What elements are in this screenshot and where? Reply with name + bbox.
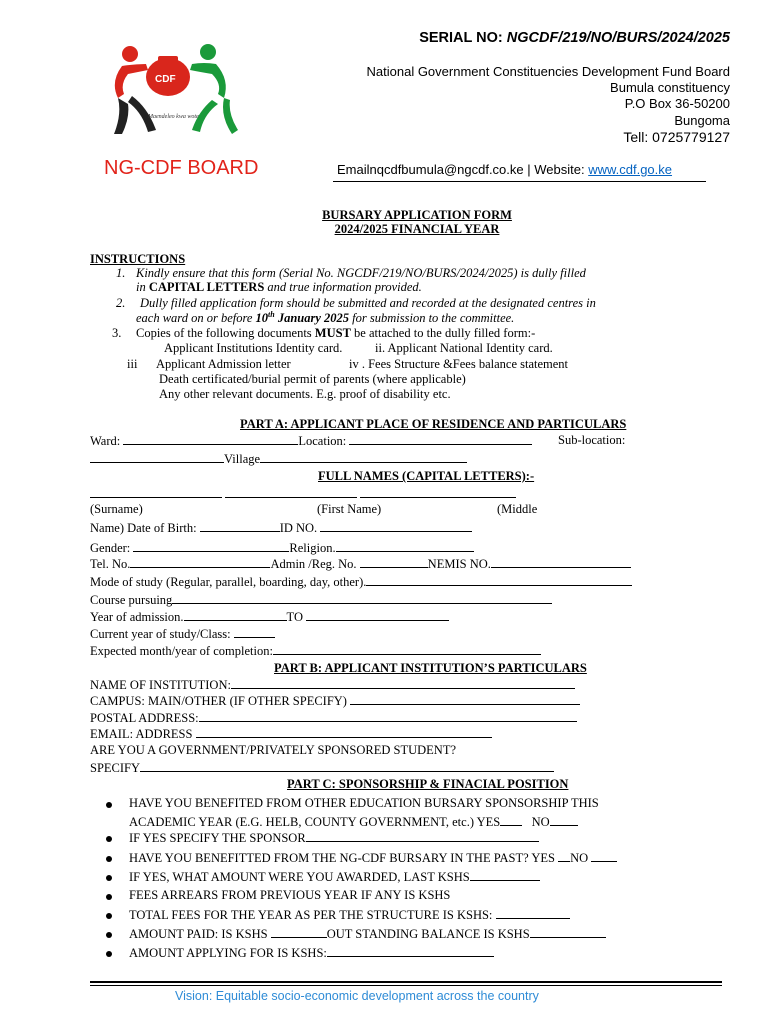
bullet	[106, 875, 112, 881]
instruction-1-num: 1.	[116, 266, 126, 280]
question-other-bursary-b: ACADEMIC YEAR (E.G. HELB, COUNTY GOVERNMENT, etc.) YES NO	[129, 814, 578, 830]
instruction-2-num: 2.	[116, 296, 126, 310]
instruction-2-a: Dully filled application form should be submitted and recorded at the designated centres in	[140, 296, 596, 310]
doc-admission-letter: Applicant Admission letter	[156, 357, 291, 371]
website-link[interactable]: www.cdf.go.ke	[588, 162, 673, 177]
constituency: Bumula constituency	[610, 80, 730, 95]
tel-row: Tel. No. Admin /Reg. No. NEMIS NO.	[90, 556, 631, 572]
email-field[interactable]	[196, 726, 492, 738]
completion-row: Expected month/year of completion:	[90, 643, 541, 659]
gender-row: Gender: Religion.	[90, 540, 474, 556]
middle-name-field[interactable]	[360, 486, 516, 498]
form-title: BURSARY APPLICATION FORM	[322, 208, 512, 222]
sponsor-field[interactable]	[306, 830, 539, 842]
instruction-2-b: each ward on or before 10th January 2025 for submission to the committee.	[136, 310, 515, 326]
mode-row: Mode of study (Regular, parallel, boarding, day, other).	[90, 574, 632, 590]
email-row: EMAIL: ADDRESS	[90, 726, 492, 742]
surname-label: (Surname)	[90, 502, 143, 516]
q3-no-field[interactable]	[591, 850, 617, 862]
sponsored-question: ARE YOU A GOVERNMENT/PRIVATELY SPONSORED STUDENT?	[90, 743, 457, 757]
balance-field[interactable]	[530, 926, 606, 938]
admission-year-row: Year of admission. TO	[90, 609, 449, 625]
logo-text: CDF	[155, 74, 176, 85]
board-name: National Government Constituencies Development Fund Board	[366, 64, 730, 79]
admission-year-field[interactable]	[184, 609, 287, 621]
bullet	[106, 802, 112, 808]
campus-field[interactable]	[350, 693, 580, 705]
instructions-heading: INSTRUCTIONS	[90, 252, 186, 266]
email-text: Emailnqcdfbumula@ngcdf.co.ke | Website:	[337, 162, 589, 177]
telephone: Tell: 0725779127	[623, 129, 730, 145]
doc-death-certificate: Death certificated/burial permit of parents (where applicable)	[159, 372, 466, 386]
first-name-field[interactable]	[225, 486, 357, 498]
serial-value: NGCDF/219/NO/BURS/2024/2025	[506, 30, 730, 46]
sub-location-field[interactable]	[90, 451, 224, 463]
doc-institution-id: Applicant Institutions Identity card.	[164, 341, 343, 355]
amount-applying-field[interactable]	[327, 945, 494, 957]
mode-field[interactable]	[366, 574, 632, 586]
location-field[interactable]	[349, 433, 532, 445]
town: Bungoma	[674, 113, 730, 128]
postal-field[interactable]	[199, 710, 577, 722]
instruction-3-num: 3.	[112, 326, 122, 340]
dob-field[interactable]	[200, 520, 280, 532]
specify-row: SPECIFY	[90, 760, 554, 776]
total-fees-field[interactable]	[496, 907, 570, 919]
specify-field[interactable]	[140, 760, 554, 772]
institution-field[interactable]	[231, 677, 575, 689]
surname-field[interactable]	[90, 486, 222, 498]
sub-location-label: Sub-location:	[558, 433, 626, 447]
bullet	[106, 894, 112, 900]
ward-field[interactable]	[123, 433, 298, 445]
amount-paid-field[interactable]	[271, 926, 327, 938]
course-row: Course pursuing	[90, 592, 552, 608]
names-lines	[90, 486, 516, 502]
first-name-label: (First Name)	[317, 502, 382, 516]
admission-to-field[interactable]	[306, 609, 449, 621]
bullet	[106, 932, 112, 938]
village-field[interactable]	[260, 451, 467, 463]
instruction-1-b: in CAPITAL LETTERS and true information provided.	[136, 280, 422, 294]
course-field[interactable]	[172, 592, 552, 604]
nemis-field[interactable]	[491, 556, 631, 568]
instruction-3: Copies of the following documents MUST be attached to the dully filled form:-	[136, 326, 536, 340]
footer-rule	[90, 981, 722, 983]
instruction-1-a: Kindly ensure that this form (Serial No. NGCDF/219/NO/BURS/2024/2025) is dully filled	[136, 266, 586, 280]
completion-field[interactable]	[273, 643, 541, 655]
serial-label: SERIAL NO:	[419, 30, 507, 46]
village-row: Village	[90, 451, 467, 467]
doc-fees-structure: iv . Fees Structure &Fees balance statement	[349, 357, 569, 371]
middle-name-label: (Middle	[497, 502, 538, 516]
part-c-heading: PART C: SPONSORSHIP & FINACIAL POSITION	[287, 777, 569, 791]
amount-awarded-field[interactable]	[470, 869, 540, 881]
financial-year: 2024/2025 FINANCIAL YEAR	[334, 222, 500, 236]
board-title: NG-CDF BOARD	[104, 157, 259, 179]
doc-other: Any other relevant documents. E.g. proof of disability etc.	[159, 387, 451, 401]
admin-reg-field[interactable]	[360, 556, 428, 568]
tel-field[interactable]	[130, 556, 270, 568]
ngcdf-logo	[108, 42, 242, 140]
q1-yes-field[interactable]	[500, 814, 522, 826]
full-names-heading: FULL NAMES (CAPITAL LETTERS):-	[318, 469, 535, 483]
id-no-field[interactable]	[320, 520, 472, 532]
religion-field[interactable]	[336, 540, 474, 552]
serial-number	[419, 30, 730, 46]
header-rule	[333, 181, 706, 182]
current-year-row: Current year of study/Class:	[90, 626, 275, 642]
doc-iii-num: iii	[127, 357, 138, 371]
vision-statement: Vision: Equitable socio-economic development across the country	[175, 989, 539, 1003]
gender-field[interactable]	[133, 540, 289, 552]
institution-row: NAME OF INSTITUTION:	[90, 677, 575, 693]
campus-row: CAMPUS: MAIN/OTHER (IF OTHER SPECIFY)	[90, 693, 580, 709]
part-b-heading: PART B: APPLICANT INSTITUTION’S PARTICULARS	[274, 661, 587, 675]
ward-row: Ward: Location:	[90, 433, 532, 449]
contact-line	[337, 162, 672, 177]
doc-national-id: ii. Applicant National Identity card.	[375, 341, 553, 355]
q3-yes-field[interactable]	[558, 850, 570, 862]
logo-motto: Maendeleo kwa wote	[148, 114, 199, 120]
bullet	[106, 856, 112, 862]
bullet	[106, 951, 112, 957]
part-a-heading: PART A: APPLICANT PLACE OF RESIDENCE AND PARTICULARS	[240, 417, 627, 431]
q1-no-field[interactable]	[550, 814, 578, 826]
postal-row: POSTAL ADDRESS:	[90, 710, 577, 726]
dob-row: Name) Date of Birth: ID NO.	[90, 520, 472, 536]
po-box: P.O Box 36-50200	[624, 96, 730, 111]
footer-rule-thin	[90, 985, 722, 986]
bullet	[106, 836, 112, 842]
bullet	[106, 913, 112, 919]
current-year-field[interactable]	[234, 626, 275, 638]
